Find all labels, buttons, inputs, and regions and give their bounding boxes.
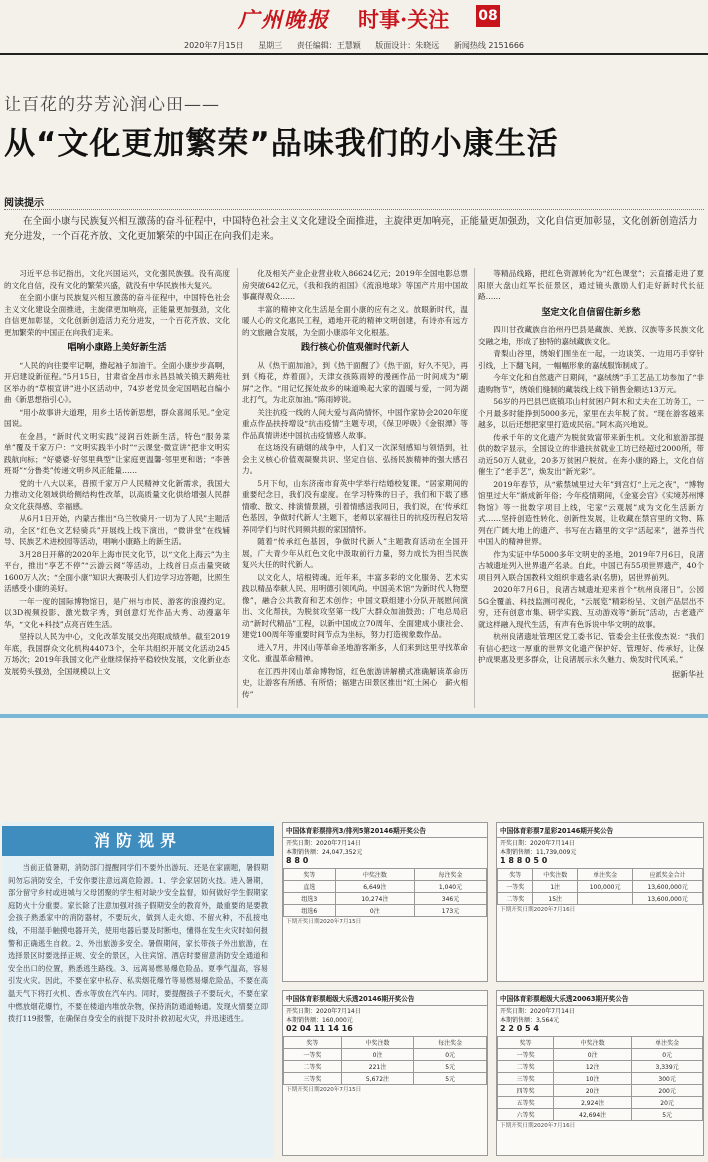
paragraph: 杭州良渚遗址管理区党工委书记、管委会主任张俊杰说：“我们有信心把这一厚重的世界文化遗产保护好、管理好、传承好，让保护成果惠及更多群众，让良渚展示永久魅力、焕发时代风采。” (478, 632, 704, 664)
lottery-meta (283, 1006, 487, 1036)
fire-safety-panel (2, 822, 274, 1158)
lottery-row (284, 1072, 487, 1084)
paragraph: 从6月1日开始，内蒙古推出“乌兰牧骑月·一切为了人民”主题活动，全区“红色文艺轻骑兵”开展线上线下演出，“微讲堂”在线辅导、民族艺术进校园等活动，唱响小康路上的新生活。 (4, 514, 230, 546)
lottery-cell: 1注 (533, 880, 578, 892)
paragraph: 在全面小康与民族复兴相互激荡的奋斗征程中，中国特色社会主义文化建设全面推进，主旋律更加响亮，正能量更加强劲，文化自信更加彰显，文化创新创造活力充分进发，一个百花齐放、文化更加繁荣的中国正在向我们走来。 (4, 293, 230, 337)
lottery-footnote: 下期开奖日期2020年7月15日 (286, 1086, 362, 1093)
issue-info (0, 40, 708, 51)
lottery-cell: 三等奖 (498, 1072, 554, 1084)
paragraph: 传承千年的文化遗产为脱贫致富带来新生机。文化和旅游部提供的数字显示，全国设立的非遗扶贫就业工坊已经超过2000所，带动近50万人就业，20多万贫困户脱贫。在奔小康的路上，文化自信催生了“老手艺”，焕发出“新光彩”。 (478, 432, 704, 476)
lottery-cell: 200元 (632, 1084, 703, 1096)
paragraph: 坚持以人民为中心，文化改革发展交出亮眼成绩单。截至2019年底，我国群众文化机构44073个，全年共组织开展文化活动245万场次；2019年我国文化产业继续保持平稳较快发展，文化新业态发展势头强劲，全国规模以上文 (4, 632, 230, 676)
lottery-row (498, 1108, 703, 1120)
headline-title: 从“文化更加繁荣”品味我们的小康生活 (4, 126, 559, 162)
lead-label: 阅读提示 (4, 198, 44, 209)
paragraph: “用小故事讲大道理，用乡土话传新思想，群众喜闻乐见。”金定国说。 (4, 407, 230, 428)
lottery-cell: 300元 (632, 1072, 703, 1084)
paragraph: 2020年7月6日，良渚古城遗址迎来首个“杭州良渚日”。公园5G全覆盖、科技监测可视化，“云展览”精彩纷呈、文创产品层出不穷，还有创意市集、研学实践、互动游戏等“新玩”活动，古老遗产就这样融入现代生活，有声有色诉说中华文明的故事。 (478, 585, 704, 629)
fire-safety-title: 消防视界 (2, 826, 274, 856)
paragraph: 在江西井冈山革命博物馆，红色旅游讲解横式准确解读革命历史，让游客有所感、有所悟；福建古田景区推出“红土闲心 薪火相传” (242, 666, 468, 699)
lottery-cell: 173元 (415, 904, 487, 916)
subheading: 践行核心价值观催时代新人 (300, 343, 409, 353)
lead-box (4, 194, 704, 254)
lottery-footnote: 下期开奖日期2020年7月16日 (500, 906, 576, 913)
issue-date: 2020年7月15日 (184, 41, 244, 50)
column-separator (237, 268, 238, 708)
lottery-cell: 13,600,000元 (633, 880, 703, 892)
lottery-row (284, 892, 487, 904)
lottery-cell: 0注 (554, 1048, 632, 1060)
paragraph: 等精品线路，把红色资源转化为“红色课堂”；云直播走进了夏阳原大盘山红军长征景区，通过镜头激励人们走好新时代长征路…… (478, 269, 704, 301)
paragraph: 关注抗疫一线的人间大爱与高尚情怀，中国作家协会2020年度重点作品扶持增设“抗击疫情”主题专项，《保卫呼吸》《金银潭》等作品真情讲述中国抗击疫情感人故事。 (242, 407, 468, 440)
lottery-cell: 20元 (632, 1096, 703, 1108)
lottery-header-cell: 中奖注数 (554, 1036, 632, 1048)
headline-kicker: 让百花的芬芳沁润心田—— (4, 95, 220, 115)
lottery-cell: 0注 (341, 1048, 414, 1060)
lottery-cell: 六等奖 (498, 1108, 554, 1120)
lottery-cell: 346元 (415, 892, 487, 904)
lottery-cell: 一等奖 (498, 880, 533, 892)
paragraph: 四川甘孜藏族自治州丹巴县是藏族、羌族、汉族等多民族文化交融之地，形成了独特的嘉绒藏族文化。 (478, 325, 704, 346)
lead-rule (4, 209, 704, 210)
section-name: 时事·关注 (358, 7, 450, 32)
lottery-row (498, 1084, 703, 1096)
masthead (0, 0, 708, 38)
paragraph: 今年文化和自然遗产日期间，“嘉绒绣”手工艺品工坊参加了“非遗购物节”，绣娘们缝制的藏装线上线下销售金额达13万元。 (478, 373, 704, 394)
lottery-table (497, 1036, 703, 1121)
paragraph: 青梨山谷里，绣娘们围坐在一起，一边谈笑、一边用巧手穿针引线，上下翻飞间，一幅幅形象的嘉绒服饰制成了。 (478, 349, 704, 370)
lottery-notice (496, 822, 704, 982)
lottery-table (497, 868, 703, 905)
lottery-row (498, 892, 703, 904)
page-number: 08 (476, 5, 500, 27)
lottery-table (283, 868, 487, 917)
editor-credit: 责任编辑：王慧颖 (296, 41, 361, 50)
lottery-cell: 5元 (632, 1108, 703, 1120)
paragraph: 56岁的丹巴县巴底镇邛山村贫困户阿木和丈夫在工坊务工，一个月最多时能挣到5000多元，家里在去年脱了贫。“现在游客越来越多，以后还想把家里打造成民宿。”阿木高兴地说。 (478, 397, 704, 429)
lottery-cell: 组选6 (284, 904, 336, 916)
lottery-cell: 42,694注 (554, 1108, 632, 1120)
byline: 据新华社 (672, 669, 704, 679)
paragraph: 5月下旬，山东济南市育英中学举行结婚校复课。“居家期间的重要纪念日，我们没有虚度。在学习特殊的日子，我们和下载了感情歌、散文、排演情景剧，引着情感送我同日，我们说，在‘传承红色基因，争做时代新人’主题下，老师以家福往日的抗疫历程启发培养同学们与时代同频共振的家国情怀。 (242, 478, 468, 534)
lottery-row (284, 904, 487, 916)
paragraph: 丰富的精神文化生活是全面小康的应有之义。放眼新时代，温暖人心的文化惠民工程，通地开花的精神文明创建，有诗亦有远方的文旅融合发展，为全面小康添年文化根基。 (242, 304, 468, 337)
lottery-row (498, 880, 703, 892)
lottery-cell: 直选 (284, 880, 336, 892)
paragraph: 党的十八大以来，普照千家万户人民精神文化新需求，我国大力推动文化领域供给侧结构性改革，以高质量文化供给增强人民群众文化获得感、幸福感。 (4, 478, 230, 511)
paragraph: 以文化人，培根铸魂。近年来，丰富多彩的文化服务、艺术实践以精品奉献人民、用明德引领风尚。中国美术馆“为新时代人物塑像”，融合公共教育和艺术创作；中国文联组建小分队开展慰问演出、文化帮扶，为脱贫攻坚第一线广大群众加油鼓劲；广电总局启动“新时代精品”工程，以新中国成立70周年、全面建成小康社会、建党100周年等重要时间节点为坐标，努力打造视象数作品。 (242, 572, 468, 639)
lottery-footnote: 下期开奖日期2020年7月16日 (500, 1122, 576, 1129)
subheading: 坚定文化自信留住新乡愁 (541, 307, 641, 318)
lottery-meta-line: 开奖日期：2020年7月14日 (500, 1008, 575, 1015)
lottery-meta-line: 本期销售额：24,047,352元 (286, 848, 363, 856)
lottery-cell: 5元 (414, 1060, 487, 1072)
lottery-meta-line: 开奖日期：2020年7月14日 (286, 840, 361, 847)
lottery-title: 中国体育彩票排列3/排列5第20146期开奖公告 (283, 823, 487, 838)
subheading: 唱响小康路上美好新生活 (67, 343, 167, 353)
lottery-row (498, 1096, 703, 1108)
article-column-3 (478, 268, 704, 708)
lottery-cell: 2,924注 (554, 1096, 632, 1108)
lottery-header-cell: 奖等 (284, 868, 336, 880)
lottery-cell: 15注 (533, 892, 578, 904)
designer-credit: 版面设计：朱晓远 (375, 41, 440, 50)
lottery-header-cell: 每注奖金 (415, 868, 487, 880)
lottery-cell: 100,000元 (578, 880, 633, 892)
lottery-meta-line: 开奖日期：2020年7月14日 (286, 1008, 361, 1015)
lottery-row (284, 880, 487, 892)
paragraph: 随着“传承红色基因，争做时代新人”主题教育活动在全国开展，广大青少年从红色文化中汲取前行力量，努力成长为担当民族复兴大任的时代新人。 (242, 537, 468, 569)
column-separator (474, 268, 475, 708)
section-divider (0, 714, 708, 718)
lottery-cell: 二等奖 (498, 1060, 554, 1072)
paragraph: 一年一度的国际博物馆日，是广州与市民、游客的浪漫约定。以3D视频投影、激光数字秀，到创意灯光作品大秀、动漫嘉年华，“文化+科技”点亮百姓生活。 (4, 596, 230, 629)
lottery-cell: 一等奖 (498, 1048, 554, 1060)
lottery-meta-line: 本期销售额：11,739,009元 (500, 848, 577, 856)
lottery-table (283, 1036, 487, 1085)
lottery-cell (578, 892, 633, 904)
top-rule (0, 53, 708, 55)
fire-safety-body: 当前正值暑期，消防部门提醒同学们不要外出游玩、还是在家副题，暑假期间勿忘消防安全，千安你要注意远离危险源。1、学会家居防火技。进入暑期，部分留守乡村或进城与父母团聚的学生相对缺少安全监督，如何做好学生假期家庭防火十分重要。家长除了注意加强对孩子假期安全的教育外，最重要的是要教会孩子熟悉家中的消防器材，不要玩火，做到人走火熄、不留火种，不乱接电线，不用湿手触摸电器开关，使用电器后要及时断电，懂得在发生火灾时如何报警和正确逃生自救。2、外出旅游多安全。暑假期间，家长带孩子外出旅游，在选择景区时要选择正规、安全的景区，入住宾馆、酒店时要留意消防安全通道和安全出口的位置，熟悉逃生路线。3、远离易燃易爆危险品。夏季气温高，容易引发火灾。因此，不要在家中私存、私卖烟花爆竹等易燃易爆危险品，不要在高温天气下将打火机、香水等放在汽车内。同时，要提醒孩子不要玩火，不要在家中燃放烟花爆竹，不要在楼道内堆放杂物，保持消防通道畅通。发现火情要立即拨打119报警，在确保自身安全的前提下及时扑救初起火灾，并迅速逃生。 (8, 863, 268, 1024)
article-column-2 (242, 268, 468, 708)
lottery-cell: 13,600,000元 (633, 892, 703, 904)
lottery-cell: 二等奖 (284, 1060, 342, 1072)
lottery-cell: 221注 (341, 1060, 414, 1072)
article-column-1 (4, 268, 230, 708)
lottery-cell: 五等奖 (498, 1096, 554, 1108)
lottery-grid (282, 822, 706, 1158)
lottery-header-cell: 应派奖金合计 (633, 868, 703, 880)
lottery-cell: 5元 (414, 1072, 487, 1084)
paragraph: 2019年春节，从“紫禁城里过大年”到宫灯“上元之夜”，“博物馆里过大年”渐成新年俗；今年疫情期间，《金宴会宫》《实境苏州博物馆》等一批数字项目上线，宅家“云观展”成为文化生活新方式……坚持创造性转化、创新性发展，让收藏在禁宫里的文物、陈列在广阔大地上的遗产、书写在古籍里的文字“活起来”，滋养当代中国人的精神世界。 (478, 479, 704, 546)
lottery-header-cell: 中奖注数 (341, 1036, 414, 1048)
lottery-cell: 10,274注 (335, 892, 414, 904)
lottery-meta (497, 1006, 703, 1036)
lottery-row (498, 1072, 703, 1084)
lottery-cell: 二等奖 (498, 892, 533, 904)
lead-text: 在全面小康与民族复兴相互激荡的奋斗征程中，中国特色社会主义文化建设全面推进，主旋律更加响亮，正能量更加强劲，文化自信更加彰显，文化创新创造活力充分进发，一个百花齐放、文化更加繁荣的中国正在向我们走来。 (4, 216, 698, 242)
lottery-cell: 组选3 (284, 892, 336, 904)
lottery-header-cell: 每注奖金 (414, 1036, 487, 1048)
paragraph: 3月28日开幕的2020年上海市民文化节，以“文化上海云”为主平台，推出“享艺不停”“云游云阅”等活动，上线首日点击量突破1600万人次；“全面小康”知识大赛吸引人们边学习边答题，比照生活感受小康的美好。 (4, 549, 230, 593)
news-hotline: 新闻热线 2151666 (453, 41, 524, 50)
lottery-title: 中国体育彩票超级大乐透20063期开奖公告 (497, 991, 703, 1006)
lottery-row (498, 1048, 703, 1060)
lottery-numbers: 8 8 0 (286, 856, 309, 866)
lottery-cell: 12注 (554, 1060, 632, 1072)
paragraph: 在金昌，“新时代文明实践”浸润百姓新生活，特色“服务菜单”覆及千家万户：“文明实践半小时”“云课堂·微宣讲”把非文明实践航向标；“好婆婆·好邻里典型”让家庭更温馨·邻里更和谐；“李善班哥”“分鲁类”传递文明乡风正能量…… (4, 431, 230, 475)
paragraph: 作为实证中华5000多年文明史的圣地，2019年7月6日，良渚古城遗址列入世界遗产名录。自此，中国已有55项世界遗产，40个项目列入联合国教科文组织非遗名录(名册)，居世界前列。 (478, 549, 704, 582)
lottery-cell: 6,649注 (335, 880, 414, 892)
lottery-header-cell: 奖等 (498, 1036, 554, 1048)
lottery-cell: 三等奖 (284, 1072, 342, 1084)
lottery-header-cell: 单注奖金 (578, 868, 633, 880)
lottery-numbers: 1 8 8 0 5 0 (500, 856, 548, 866)
lottery-cell: 0元 (414, 1048, 487, 1060)
paragraph: 习近平总书记指出，文化兴国运兴，文化强民族强。没有高度的文化自信，没有文化的繁荣兴盛，就没有中华民族伟大复兴。 (4, 269, 230, 290)
lottery-cell: 20注 (554, 1084, 632, 1096)
article-columns (4, 268, 704, 708)
lottery-cell: 0元 (632, 1048, 703, 1060)
lottery-meta-line: 本期销售额：160,000元 (286, 1016, 353, 1024)
lottery-meta-line: 本期销售额：3,564元 (500, 1016, 560, 1024)
lottery-cell: 一等奖 (284, 1048, 342, 1060)
newspaper-brand: 广州晚报 (238, 7, 330, 32)
lottery-numbers: 2 2 0 5 4 (500, 1024, 539, 1034)
lottery-header-cell: 中奖注数 (335, 868, 414, 880)
lottery-meta-line: 开奖日期：2020年7月14日 (500, 840, 575, 847)
headline-area (0, 58, 708, 178)
lottery-cell: 1,040元 (415, 880, 487, 892)
lottery-cell: 3,339元 (632, 1060, 703, 1072)
paragraph: 在这场没有硝烟的战争中，人们又一次深刻感知与领悟到，社会主义核心价值观凝聚共识、坚定自信、弘扬民族精神的强大感召力。 (242, 443, 468, 475)
lottery-cell: 10注 (554, 1072, 632, 1084)
lottery-header-cell: 奖等 (284, 1036, 342, 1048)
paragraph: 化及相关产业企业营业收入86624亿元；2019年全国电影总票房突破642亿元，《我和我的祖国》《流浪地球》等国产片用中国故事赢得观众…… (242, 269, 468, 301)
lottery-notice (282, 822, 488, 982)
lottery-footnote: 下期开奖日期2020年7月15日 (286, 918, 362, 925)
lottery-header-cell: 中奖注数 (533, 868, 578, 880)
lottery-header-cell: 奖等 (498, 868, 533, 880)
lottery-notice (496, 990, 704, 1156)
lottery-meta (497, 838, 703, 868)
paragraph: 从《热干面加油》，到《热干面醒了》《热干面，好久不见》，再到《梅花，炸着面》，天津女孩陈雨婷的漫画作品一时间成为“刷屏”之作。“用记忆探处故乡的味道唤起大家的温暖与爱，一同为湖北打气，为北京加油。”陈雨婷说。 (242, 360, 468, 404)
lottery-row (498, 1060, 703, 1072)
lottery-title: 中国体育彩票超级大乐透20146期开奖公告 (283, 991, 487, 1006)
issue-weekday: 星期三 (258, 41, 283, 50)
lottery-title: 中国体育彩票7星彩20146期开奖公告 (497, 823, 703, 838)
paragraph: “人民的向往要牢记啊，撸起袖子加油干。全面小康步步高啊，开启建设新征程。”5月15日，甘肃省金昌市永昌县城关镇天鹅苑社区举办的“草根宣讲”进小区活动中，74岁老党员金定国唱起自编小曲《新思想指引心》。 (4, 360, 230, 404)
lottery-cell: 5,672注 (341, 1072, 414, 1084)
lottery-numbers: 02 04 11 14 16 (286, 1024, 353, 1034)
lottery-header-cell: 单注奖金 (632, 1036, 703, 1048)
lottery-row (284, 1048, 487, 1060)
lottery-cell: 四等奖 (498, 1084, 554, 1096)
lottery-notice (282, 990, 488, 1156)
lottery-meta (283, 838, 487, 868)
lottery-row (284, 1060, 487, 1072)
paragraph: 进入7月，井冈山等革命圣地游客渐多，人们来到这里寻找革命文化、重温革命精神。 (242, 642, 468, 663)
lottery-cell: 0注 (335, 904, 414, 916)
